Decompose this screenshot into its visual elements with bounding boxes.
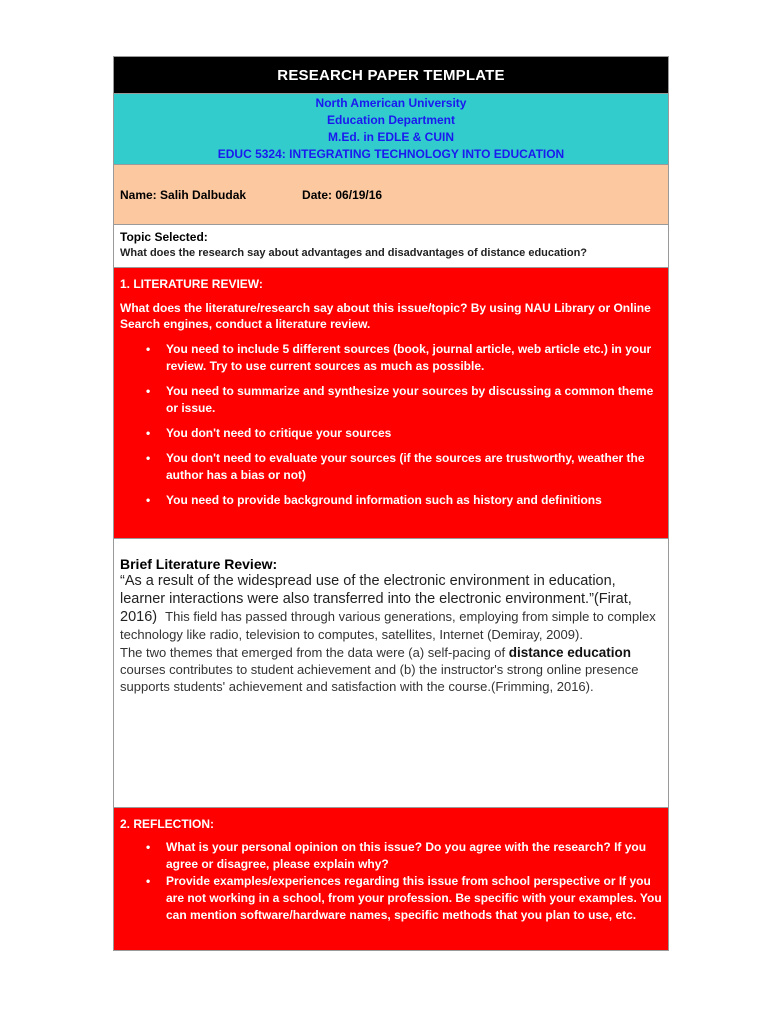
reflection-list: [120, 839, 662, 924]
list-item: • You need to summarize and synthesize your sources by discussing a common theme or issue.: [146, 384, 654, 415]
highlighted-term: distance education: [508, 645, 632, 660]
list-item: • Provide examples/experiences regarding this issue from school perspective or If you are not working in a school, from your profession. Be specific with your examples. You can mention software/hardware names, specific methods that you plan to use, etc.: [146, 874, 662, 922]
course-name: EDUC 5324: INTEGRATING TECHNOLOGY INTO EDUCATION: [217, 147, 565, 161]
title-row: [114, 57, 668, 94]
literature-review-section: [114, 268, 668, 539]
topic-label: Topic Selected:: [120, 230, 208, 244]
bullet-icon: •: [146, 426, 151, 440]
topic-question: What does the research say about advantages and disadvantages of distance education?: [120, 247, 588, 259]
brief-review-paragraph-2: The two themes that emerged from the data were (a) self-pacing of distance education courses contributes to student achievement and (b) the instructor's strong online presence supports students' achievement and satisfaction with the course.(Frimming, 2016).: [120, 645, 639, 694]
reflection-section: [114, 808, 668, 950]
student-info-row: [114, 165, 668, 225]
research-paper-template: [113, 56, 669, 951]
bullet-icon: •: [146, 451, 151, 465]
institution-block: [114, 94, 668, 165]
brief-review-quote: “As a result of the widespread use of the electronic environment in education, learner interactions were also transferred into the electronic environment.”(Firat, 2016): [120, 573, 632, 625]
reflection-title: 2. REFLECTION:: [120, 817, 215, 831]
list-item: • You need to include 5 different sources (book, journal article, web article etc.) in your review. Try to use current sources as much as possible.: [146, 342, 652, 373]
brief-review-paragraph-1: [120, 572, 662, 644]
literature-review-intro: What does the literature/research say about this issue/topic? By using NAU Library or Online Search engines, conduct a literature review.: [120, 301, 651, 331]
bullet-icon: •: [146, 874, 151, 888]
list-item: • You don't need to evaluate your sources (if the sources are trustworthy, weather the author has a bias or not): [146, 451, 645, 482]
brief-review-text-1: This field has passed through various generations, employing from simple to complex technology like radio, television to computes, satellites, Internet (Demiray, 2009).: [120, 609, 656, 642]
university-name: North American University: [315, 96, 467, 110]
list-item: • You don't need to critique your sources: [146, 426, 392, 440]
literature-review-title: 1. LITERATURE REVIEW:: [120, 277, 263, 291]
bullet-icon: •: [146, 342, 151, 356]
department-name: Education Department: [326, 113, 455, 127]
brief-review-title: Brief Literature Review:: [120, 556, 278, 572]
bullet-icon: •: [146, 493, 151, 507]
submission-date: Date: 06/19/16: [302, 187, 383, 202]
literature-review-list: [120, 341, 662, 509]
program-name: M.Ed. in EDLE & CUIN: [328, 130, 454, 144]
topic-row: [114, 225, 668, 268]
bullet-icon: •: [146, 384, 151, 398]
list-item: • What is your personal opinion on this issue? Do you agree with the research? If you agree or disagree, please explain why?: [146, 840, 647, 871]
bullet-icon: •: [146, 840, 151, 854]
student-name: Name: Salih Dalbudak: [120, 187, 247, 202]
brief-review-section: [114, 539, 668, 808]
list-item: • You need to provide background information such as history and definitions: [146, 493, 602, 507]
page-title: RESEARCH PAPER TEMPLATE: [277, 66, 505, 84]
